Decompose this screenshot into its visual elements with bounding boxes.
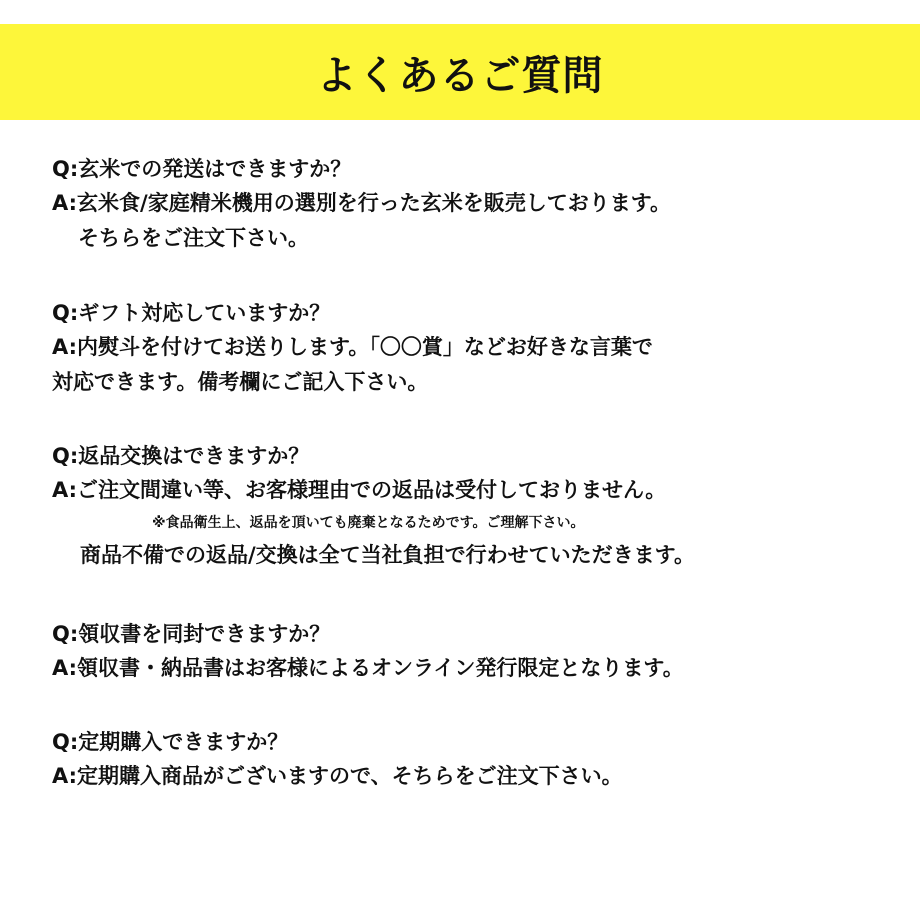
faq-question: Q:返品交換はできますか？: [52, 444, 310, 468]
faq-answer: A:玄米食/家庭精米機用の選別を行った玄米を販売しております。: [52, 191, 672, 216]
faq-item: [52, 621, 912, 682]
faq-item: [52, 443, 912, 568]
faq-question: Q:ギフト対応していますか？: [52, 301, 331, 325]
faq-item: [52, 729, 912, 790]
faq-answer: A:内熨斗を付けてお送りします。「〇〇賞」などお好きな言葉で: [52, 335, 653, 360]
faq-answer: A:領収書・納品書はお客様によるオンライン発行限定となります。: [52, 656, 684, 681]
header-banner: [0, 24, 920, 120]
faq-question: Q:定期購入できますか？: [52, 730, 289, 754]
page-title: よくあるご質問: [316, 52, 604, 99]
faq-answer-continued: 対応できます。備考欄にご記入下さい。: [52, 369, 429, 394]
faq-question: Q:玄米での発送はできますか？: [52, 157, 352, 181]
faq-answer: A:ご注文間違い等、お客様理由での返品は受付しておりません。: [52, 478, 667, 503]
faq-answer: A:定期購入商品がございますので、そちらをご注文下さい。: [52, 764, 623, 789]
faq-answer-continued: 商品不備での返品/交換は全て当社負担で行わせていただきます。: [80, 542, 695, 567]
faq-question: Q:領収書を同封できますか？: [52, 622, 331, 646]
faq-item: [52, 300, 912, 395]
faq-item: [52, 156, 912, 251]
faq-answer-continued: そちらをご注文下さい。: [78, 225, 309, 250]
faq-note: ※食品衛生上、返品を頂いても廃棄となるためです。ご理解下さい。: [152, 514, 585, 531]
